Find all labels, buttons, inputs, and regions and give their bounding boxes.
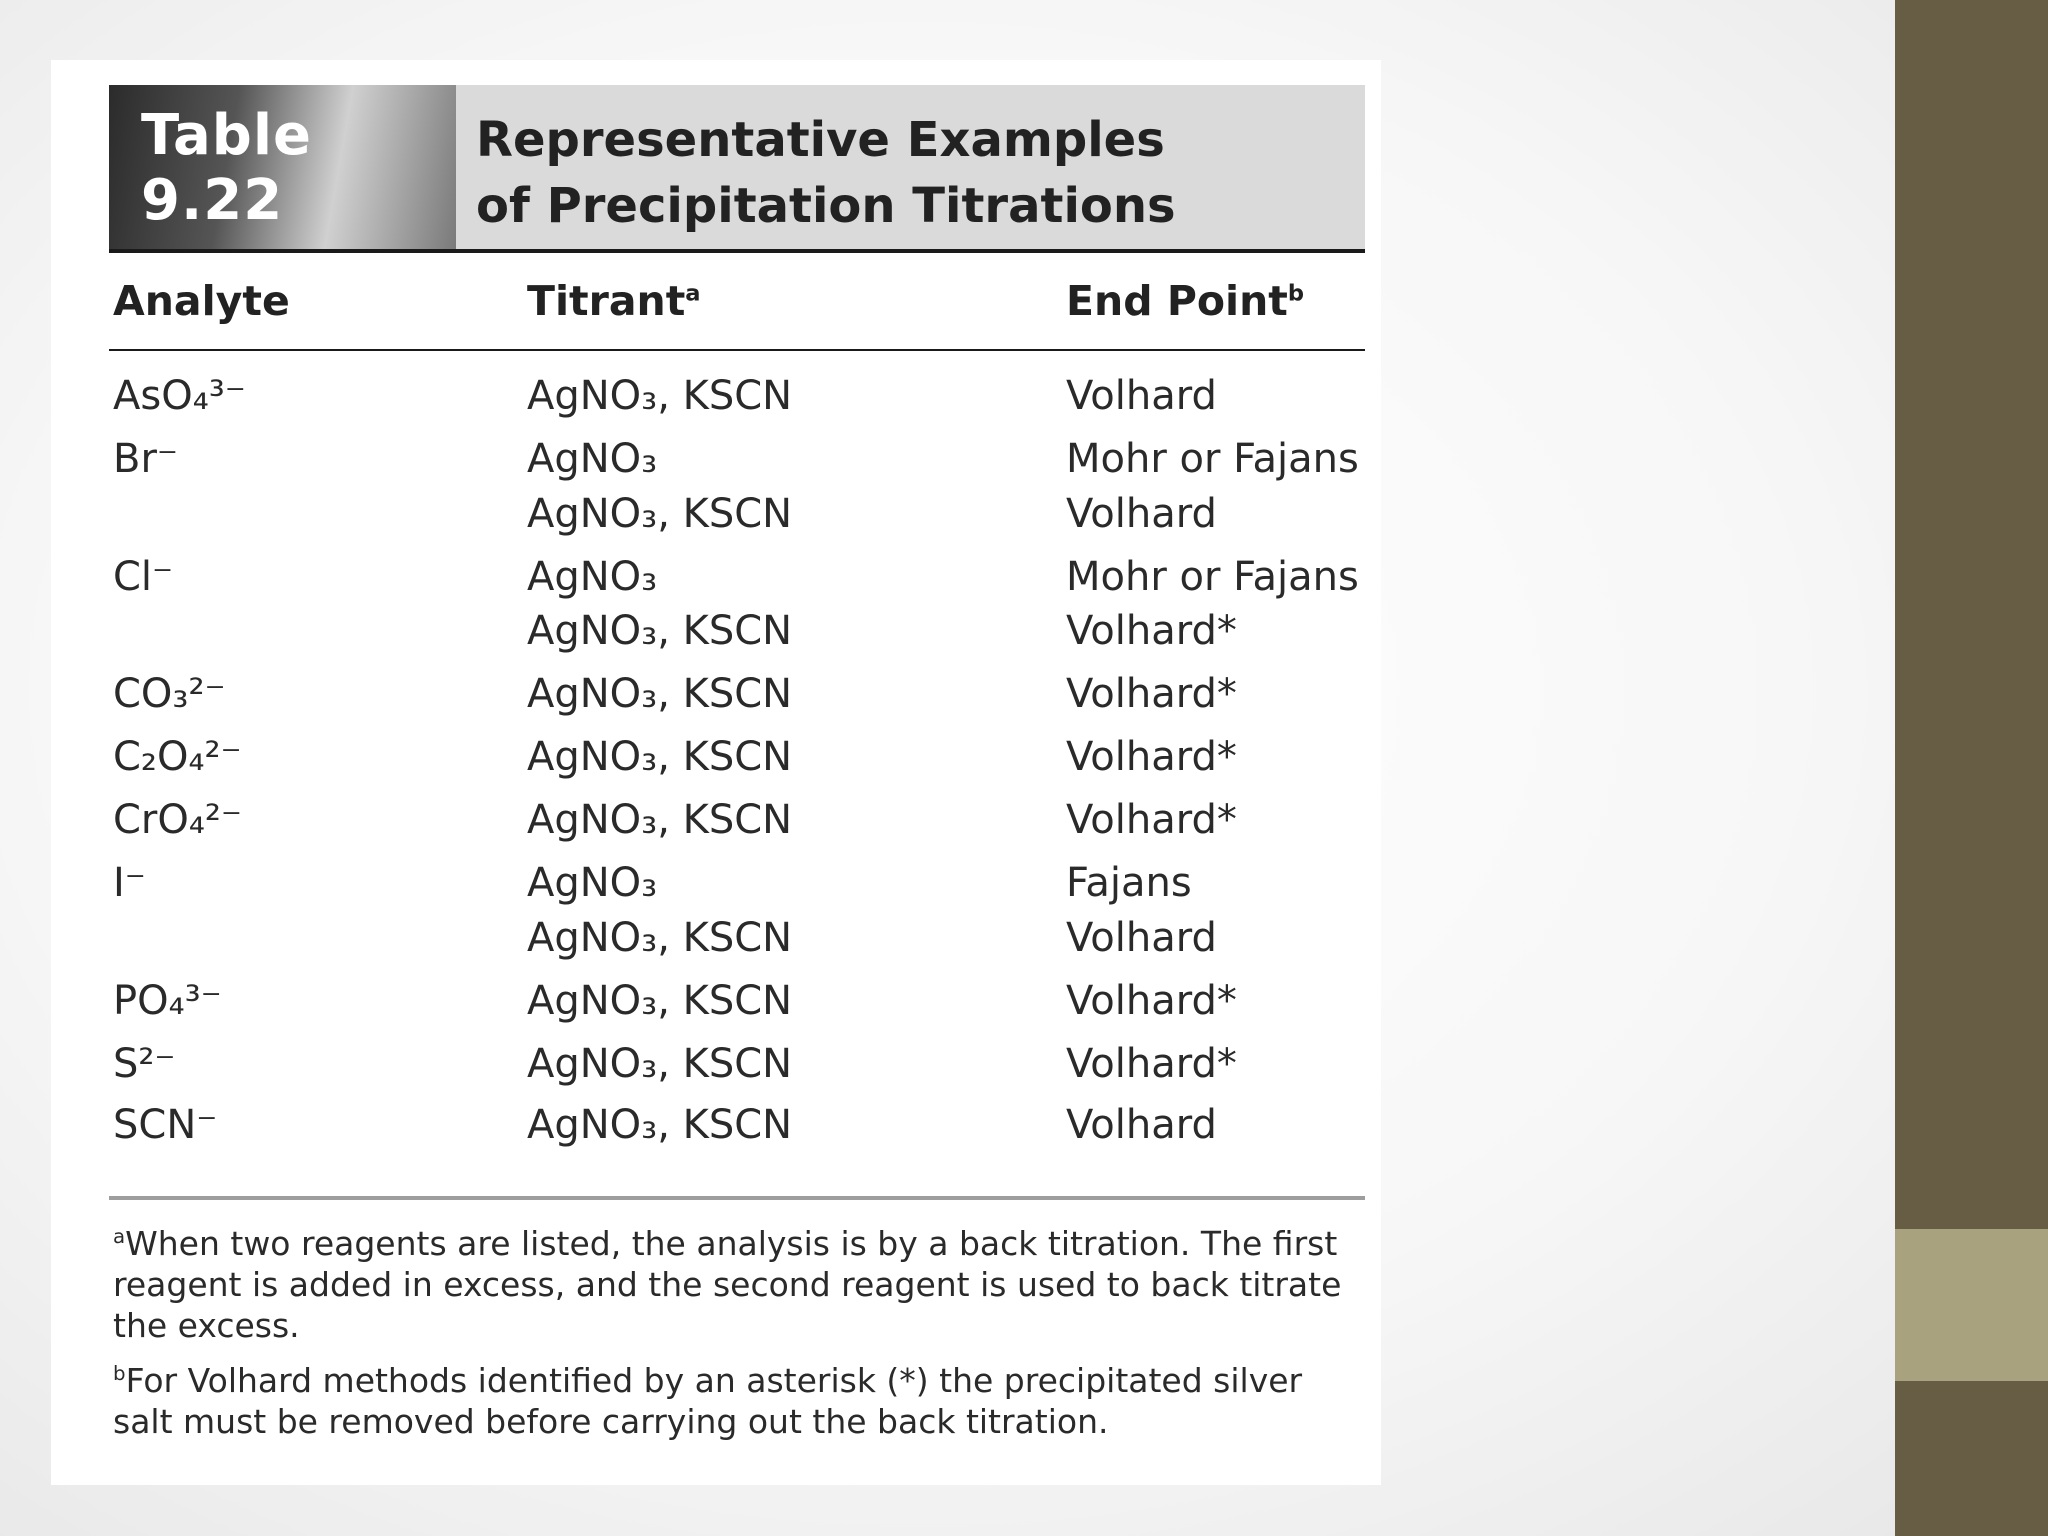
footnote-mark-a: a <box>685 280 701 307</box>
end-point-cell: Mohr or Fajans <box>1066 554 1359 600</box>
column-header-titrant-text: Titrant <box>527 277 686 325</box>
footnote-b-line <box>113 1360 1369 1401</box>
end-point-cell: Volhard* <box>1066 608 1237 654</box>
titrant-cell: AgNO₃ <box>527 860 658 906</box>
table-header <box>109 85 1365 249</box>
column-header-end-point <box>1066 277 1304 325</box>
end-point-cell: Volhard* <box>1066 978 1237 1024</box>
table-row <box>109 608 1365 662</box>
table-title-line-2: of Precipitation Titrations <box>476 178 1176 234</box>
titrant-cell: AgNO₃, KSCN <box>527 734 793 780</box>
table-row <box>109 436 1365 490</box>
end-point-cell: Mohr or Fajans <box>1066 436 1359 482</box>
analyte-cell: AsO₄³⁻ <box>113 373 246 419</box>
analyte-cell: CrO₄²⁻ <box>113 797 243 843</box>
table-row <box>109 860 1365 914</box>
table-row <box>109 491 1365 545</box>
footnote-a-line: reagent is added in excess, and the second reagent is used to back titrate <box>113 1265 1342 1304</box>
table-row <box>109 734 1365 788</box>
analyte-cell: Cl⁻ <box>113 554 174 600</box>
table-bottom-rule <box>109 1196 1365 1200</box>
footnote-a-mark: a <box>113 1225 126 1249</box>
titrant-cell: AgNO₃, KSCN <box>527 671 793 717</box>
titrant-cell: AgNO₃ <box>527 554 658 600</box>
titrant-cell: AgNO₃, KSCN <box>527 1041 793 1087</box>
table-row <box>109 671 1365 725</box>
end-point-cell: Volhard* <box>1066 1041 1237 1087</box>
table-body <box>109 351 1365 1191</box>
end-point-cell: Volhard <box>1066 373 1217 419</box>
footnote-b-line: salt must be removed before carrying out the back titration. <box>113 1402 1109 1441</box>
table-number: Table 9.22 <box>109 85 456 249</box>
column-header-titrant <box>527 277 701 325</box>
titrant-cell: AgNO₃, KSCN <box>527 915 793 961</box>
slide-side-accent <box>1895 1229 2048 1381</box>
table-row <box>109 978 1365 1032</box>
footnote-gap <box>113 1346 1369 1360</box>
end-point-cell: Volhard* <box>1066 797 1237 843</box>
analyte-cell: I⁻ <box>113 860 146 906</box>
titrant-cell: AgNO₃, KSCN <box>527 797 793 843</box>
footnote-b-mark: b <box>113 1362 126 1386</box>
analyte-cell: SCN⁻ <box>113 1102 218 1148</box>
titrant-cell: AgNO₃, KSCN <box>527 373 793 419</box>
end-point-cell: Volhard <box>1066 491 1217 537</box>
analyte-cell: S²⁻ <box>113 1041 176 1087</box>
footnote-b-text: For Volhard methods identified by an asterisk (*) the precipitated silver <box>125 1361 1303 1400</box>
analyte-cell: PO₄³⁻ <box>113 978 222 1024</box>
titrant-cell: AgNO₃, KSCN <box>527 1102 793 1148</box>
table-row <box>109 915 1365 969</box>
titrant-cell: AgNO₃, KSCN <box>527 608 793 654</box>
table-row <box>109 1041 1365 1095</box>
end-point-cell: Volhard <box>1066 1102 1217 1148</box>
end-point-cell: Volhard <box>1066 915 1217 961</box>
titrant-cell: AgNO₃, KSCN <box>527 491 793 537</box>
end-point-cell: Volhard* <box>1066 734 1237 780</box>
slide-content <box>51 60 1381 1485</box>
footnote-a-line: the excess. <box>113 1306 300 1345</box>
table-row <box>109 373 1365 427</box>
footnote-mark-b: b <box>1287 280 1305 307</box>
end-point-cell: Volhard* <box>1066 671 1237 717</box>
column-header-end-point-text: End Point <box>1066 277 1288 325</box>
footnote-a-text: When two reagents are listed, the analysis is by a back titration. The first <box>125 1224 1338 1263</box>
analyte-cell: CO₃²⁻ <box>113 671 226 717</box>
table-footnotes <box>113 1223 1369 1442</box>
table-row <box>109 797 1365 851</box>
table-title <box>456 85 1365 249</box>
table-row <box>109 554 1365 608</box>
analyte-cell: Br⁻ <box>113 436 178 482</box>
column-header-analyte <box>113 277 290 325</box>
table-title-line-1: Representative Examples <box>476 112 1165 168</box>
column-headers <box>109 253 1365 351</box>
precipitation-table <box>109 85 1365 1441</box>
column-header-analyte-text: Analyte <box>113 277 290 325</box>
titrant-cell: AgNO₃ <box>527 436 658 482</box>
analyte-cell: C₂O₄²⁻ <box>113 734 242 780</box>
titrant-cell: AgNO₃, KSCN <box>527 978 793 1024</box>
table-row <box>109 1102 1365 1156</box>
footnote-a-line <box>113 1223 1369 1264</box>
end-point-cell: Fajans <box>1066 860 1192 906</box>
